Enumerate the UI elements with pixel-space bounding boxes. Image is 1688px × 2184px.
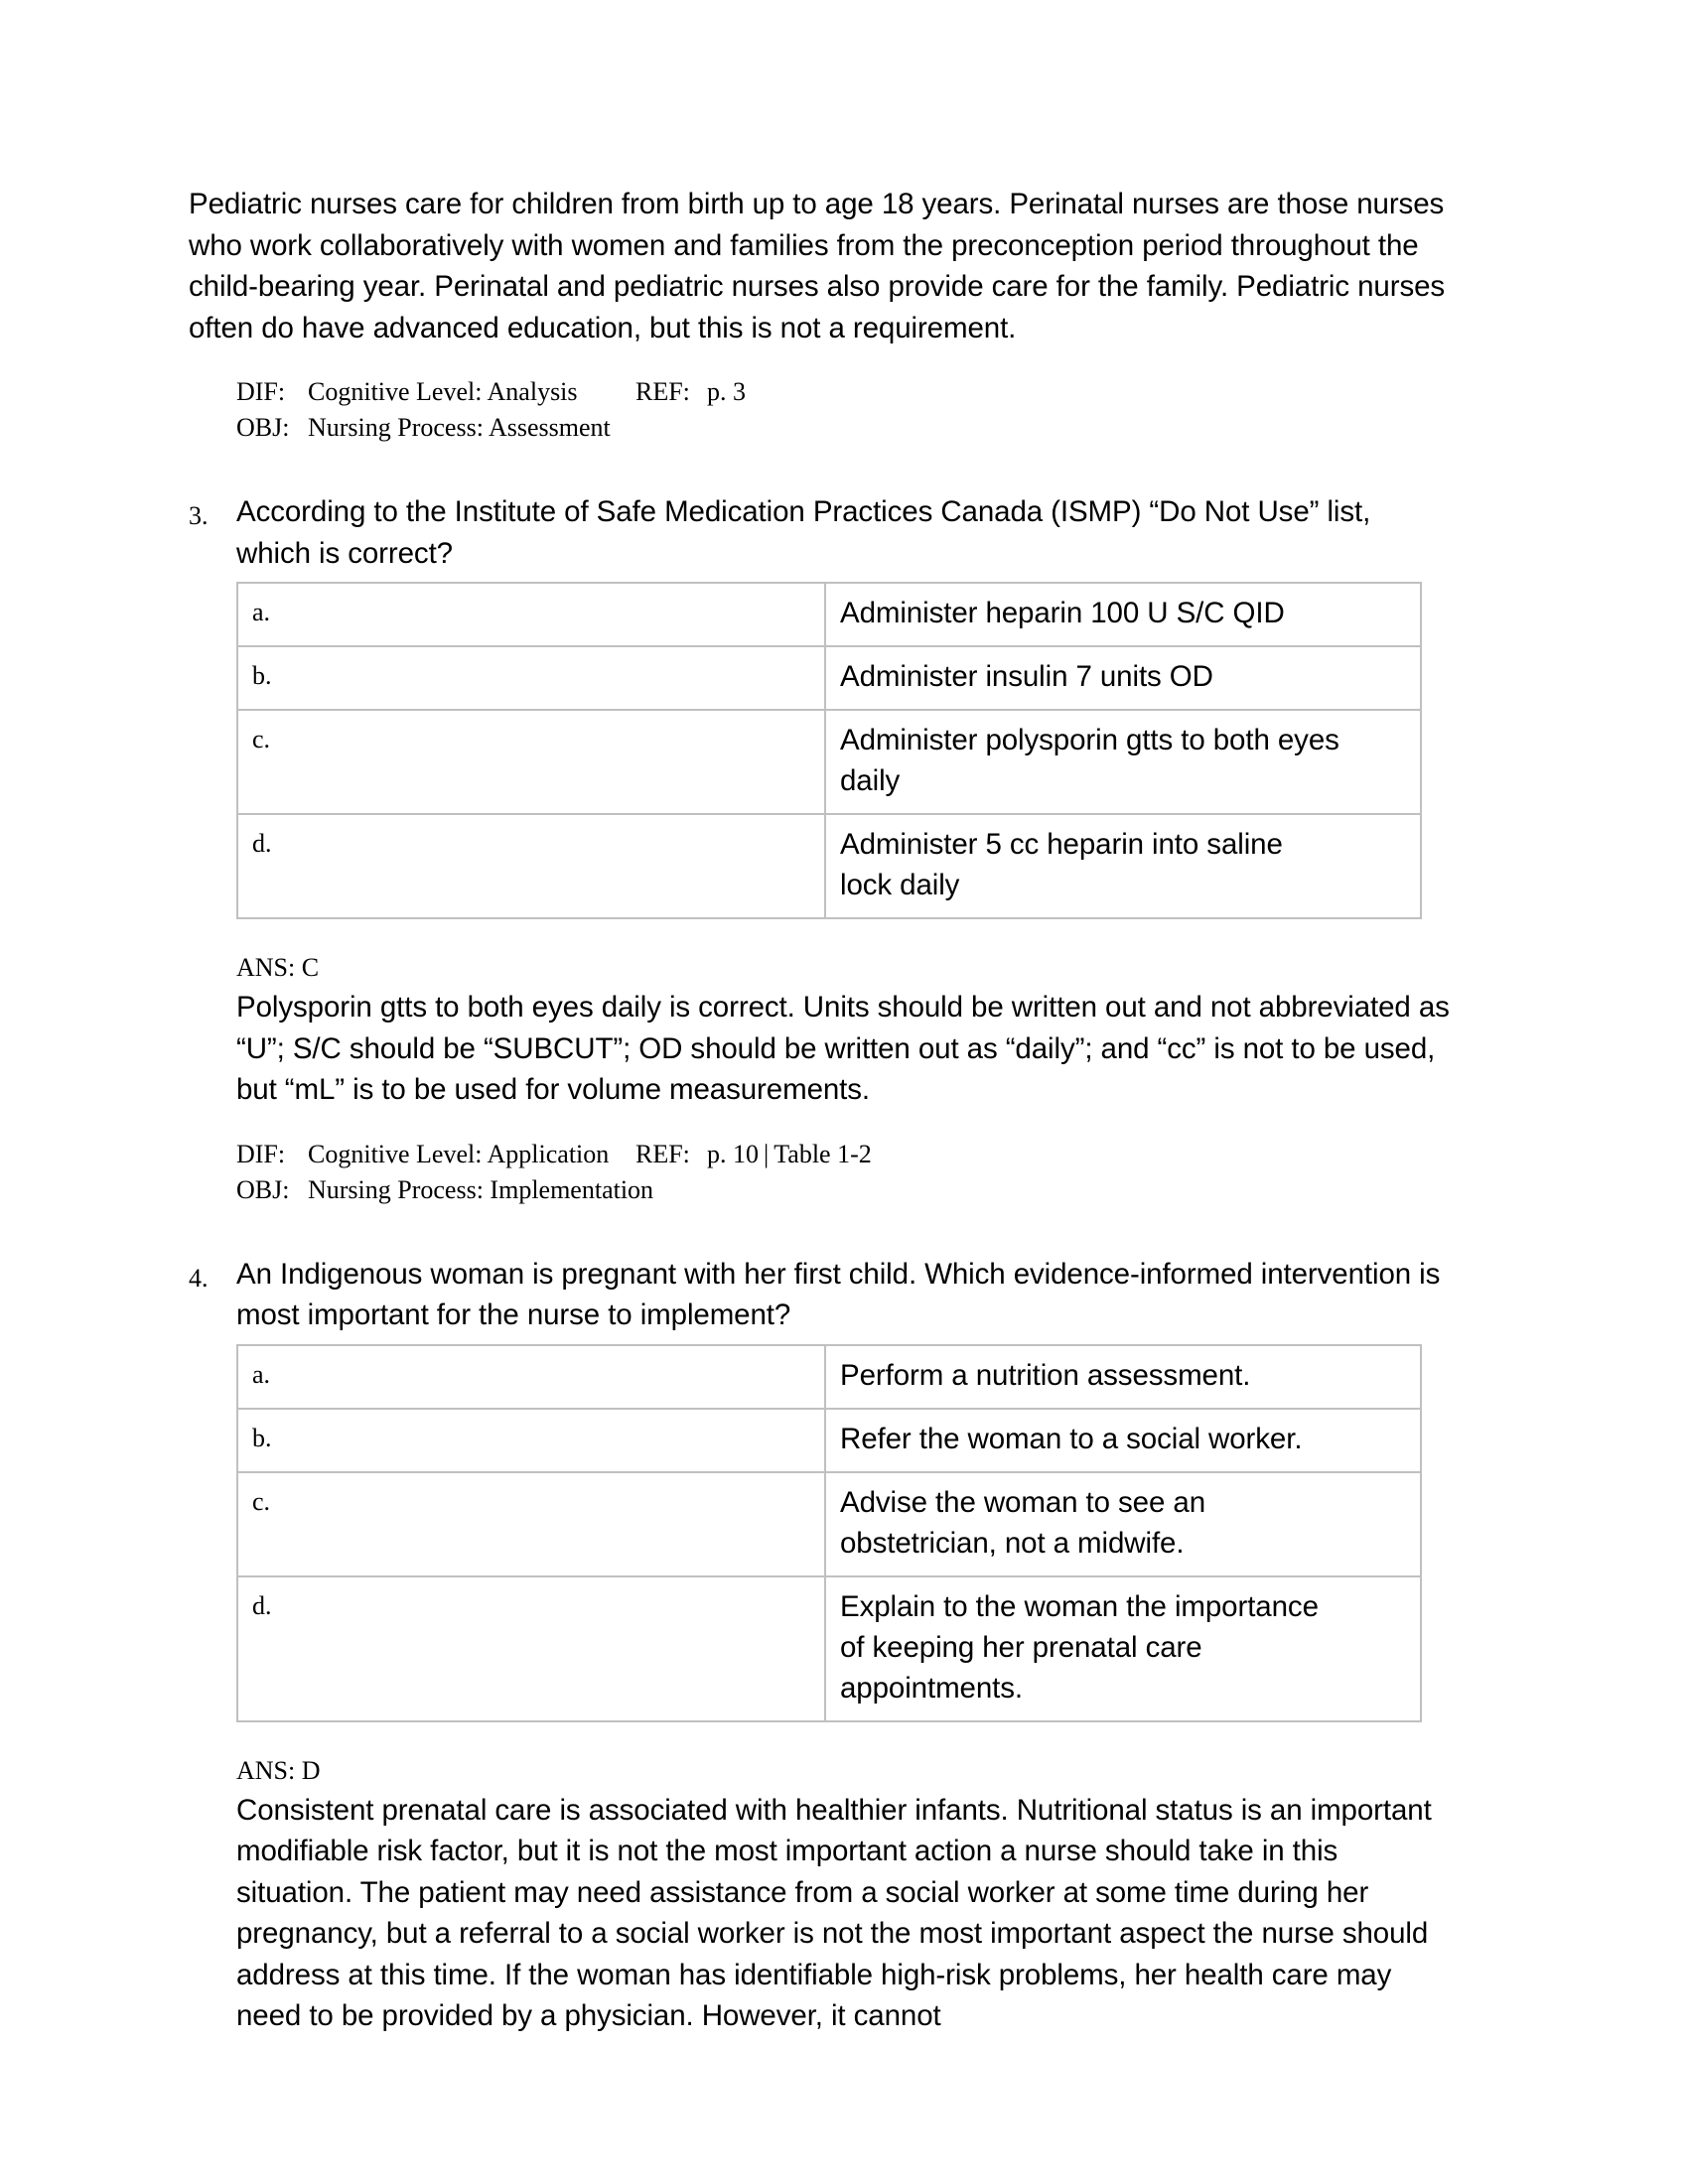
option-text-line: Administer 5 cc heparin into saline — [840, 828, 1283, 861]
table-row[interactable] — [237, 1472, 1421, 1576]
table-row[interactable] — [237, 1345, 1421, 1409]
intro-metadata — [189, 374, 1450, 446]
dif-label: DIF: — [236, 1139, 286, 1168]
question-3-text: According to the Institute of Safe Medication Practices Canada (ISMP) “Do Not Use” list, which is correct? — [236, 495, 1371, 570]
option-text-line: Administer heparin 100 U S/C QID — [840, 597, 1285, 629]
table-row[interactable] — [237, 646, 1421, 710]
metadata-obj-row — [236, 1172, 1450, 1208]
option-text — [825, 710, 1421, 814]
option-text-line: appointments. — [840, 1671, 1024, 1705]
option-text — [825, 1345, 1421, 1409]
question-3-options-table — [236, 582, 1422, 919]
table-row[interactable] — [237, 583, 1421, 646]
dif-label: DIF: — [236, 377, 286, 406]
option-text-line: Administer polysporin gtts to both eyes — [840, 724, 1339, 756]
option-text — [825, 646, 1421, 710]
option-letter: d. — [237, 1576, 825, 1721]
obj-label: OBJ: — [236, 413, 290, 442]
table-row[interactable] — [237, 1409, 1421, 1472]
ref-value: p. 3 — [707, 377, 746, 406]
ref-separator: | — [764, 1139, 770, 1168]
option-text — [825, 1576, 1421, 1721]
obj-label: OBJ: — [236, 1174, 290, 1204]
option-text-line: Advise the woman to see an — [840, 1485, 1206, 1519]
option-letter: d. — [237, 814, 825, 918]
option-text-line: lock daily — [840, 869, 960, 901]
question-3-number: 3. — [189, 501, 209, 530]
option-text-line: Explain to the woman the importance — [840, 1589, 1319, 1623]
option-text-line: daily — [840, 764, 901, 797]
option-letter: c. — [237, 710, 825, 814]
option-text-line: obstetrician, not a midwife. — [840, 1526, 1185, 1560]
dif-value: Cognitive Level: Application — [308, 1139, 610, 1168]
table-row[interactable] — [237, 814, 1421, 918]
ref-value-page: p. 10 — [707, 1139, 759, 1168]
question-4-rationale: Consistent prenatal care is associated with healthier infants. Nutritional status is an important modifiable risk factor, but it is not the most important action a nurse should take in this situation. The patient may need assistance from a social worker at some time during her pregnancy, but a referral to a social worker is not the most important aspect the nurse should address at this time. If the woman has identifiable high-risk problems, her health care may need to be provided by a physician. However, it cannot — [236, 1793, 1432, 2032]
question-4-options-table — [236, 1344, 1422, 1722]
metadata-dif-row — [236, 1137, 1450, 1172]
option-text-line: Administer insulin 7 units OD — [840, 660, 1213, 693]
option-text — [825, 583, 1421, 646]
table-row[interactable] — [237, 1576, 1421, 1721]
option-letter: a. — [237, 583, 825, 646]
metadata-obj-row — [236, 410, 1450, 446]
question-3-answer-label: ANS: C — [236, 953, 320, 982]
option-text-line: Perform a nutrition assessment. — [840, 1358, 1251, 1392]
obj-value: Nursing Process: Assessment — [308, 413, 611, 442]
metadata-dif-row — [236, 374, 1450, 410]
option-text — [825, 1409, 1421, 1472]
option-letter: b. — [237, 646, 825, 710]
option-letter: c. — [237, 1472, 825, 1576]
option-text — [825, 814, 1421, 918]
option-text-line: of keeping her prenatal care — [840, 1630, 1202, 1664]
dif-value: Cognitive Level: Analysis — [308, 377, 578, 406]
ref-label: REF: — [635, 377, 690, 406]
option-text-line: Refer the woman to a social worker. — [840, 1422, 1303, 1455]
question-3-rationale: Polysporin gtts to both eyes daily is correct. Units should be written out and not abbreviated as “U”; S/C should be “SUBCUT”; OD should be written out as “daily”; and “cc” is not to be used, but “mL” is to be used for volume measurements. — [236, 991, 1450, 1106]
question-4-text: An Indigenous woman is pregnant with her first child. Which evidence-informed intervention is most important for the nurse to implement? — [236, 1257, 1441, 1331]
option-text — [825, 1472, 1421, 1576]
question-4 — [189, 1254, 1450, 1336]
option-letter: b. — [237, 1409, 825, 1472]
ref-label: REF: — [635, 1139, 690, 1168]
intro-paragraph: Pediatric nurses care for children from birth up to age 18 years. Perinatal nurses are those nurses who work collaboratively with women and families from the preconception period throughout the child-bearing year. Perinatal and pediatric nurses also provide care for the family. Pediatric nurses often do have advanced education, but this is not a requirement. — [189, 188, 1446, 344]
table-row[interactable] — [237, 710, 1421, 814]
question-3-metadata — [189, 1137, 1450, 1208]
question-4-number: 4. — [189, 1263, 209, 1293]
option-letter: a. — [237, 1345, 825, 1409]
ref-value-table: Table 1-2 — [774, 1139, 872, 1168]
question-4-answer-label: ANS: D — [236, 1755, 321, 1785]
question-3 — [189, 491, 1450, 574]
obj-value: Nursing Process: Implementation — [308, 1174, 654, 1204]
